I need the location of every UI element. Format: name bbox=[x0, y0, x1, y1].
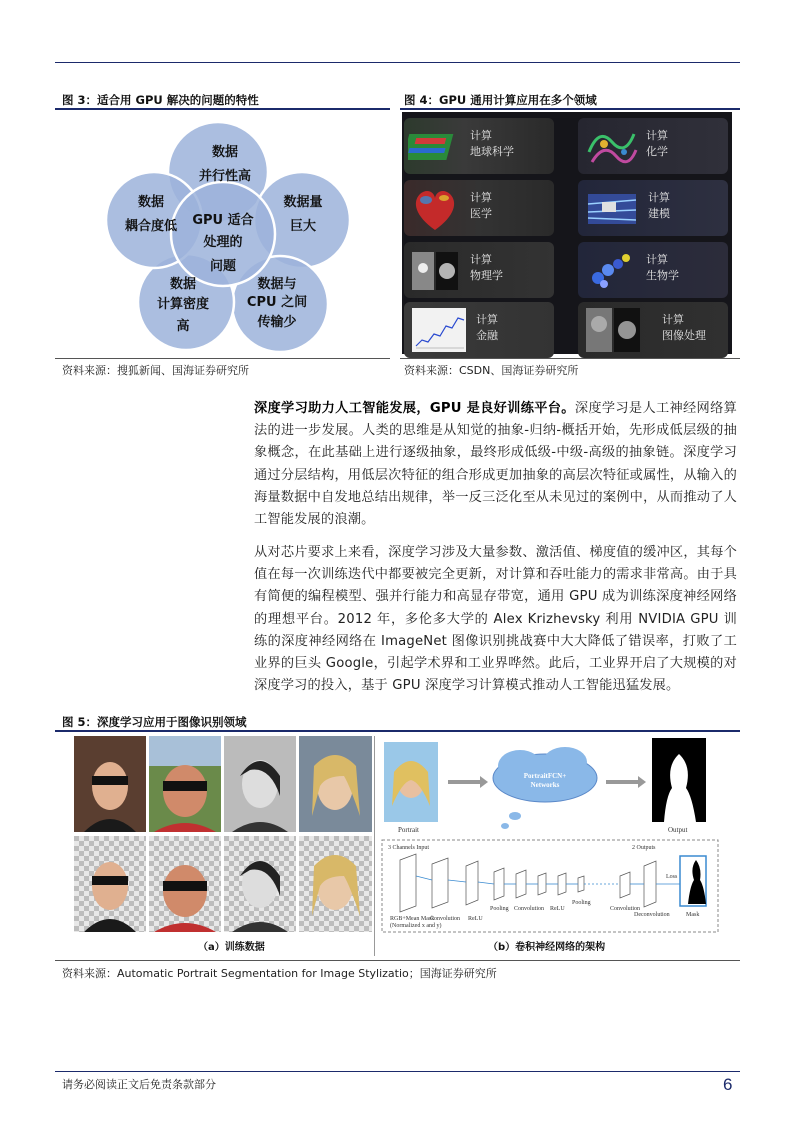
tile-medicine bbox=[404, 180, 554, 236]
chemistry-image bbox=[584, 122, 638, 170]
fig4-panel bbox=[402, 112, 732, 354]
fig4-source: 资料来源：CSDN、国海证券研究所 bbox=[404, 364, 579, 377]
tile-physics-label: 计算 物理学 bbox=[470, 253, 503, 282]
fig4-source-rule bbox=[400, 358, 740, 359]
arch-label-8: Convolution bbox=[610, 906, 641, 912]
fig5-source-rule bbox=[55, 960, 740, 961]
arch-label-2: Convolution bbox=[430, 916, 461, 922]
arch-label-7: Pooling bbox=[572, 900, 591, 906]
arch-label-9: Deconvolution bbox=[634, 912, 670, 918]
modeling-image bbox=[584, 188, 640, 230]
tile-modeling-label: 计算 建模 bbox=[648, 191, 670, 220]
fig4-title: 图 4：GPU 通用计算应用在多个领域 bbox=[404, 93, 597, 107]
venn-center-line2: 处理的 bbox=[203, 235, 243, 250]
arch-label-0: RGB+Mean Mask bbox=[390, 916, 435, 922]
fig3-source-rule bbox=[55, 358, 390, 359]
tile-chemistry bbox=[578, 118, 728, 174]
geoscience-image bbox=[408, 124, 460, 168]
footer-rule bbox=[55, 1071, 740, 1072]
arch-label-4: Pooling bbox=[490, 906, 509, 912]
cloud-label-1: PortraitFCN+ bbox=[523, 772, 567, 780]
arch-label-11: Mask bbox=[686, 912, 700, 918]
paragraph-1-lead: 深度学习助力人工智能发展，GPU 是良好训练平台。 bbox=[254, 401, 575, 416]
venn-center-line1: GPU 适合 bbox=[192, 213, 254, 228]
medicine-heart-image bbox=[410, 184, 460, 234]
petal-left-line1: 数据 bbox=[137, 195, 165, 210]
image-processing-image bbox=[584, 306, 642, 354]
fig3-title: 图 3：适合用 GPU 解决的问题的特性 bbox=[62, 93, 259, 107]
fig5-source: 资料来源：Automatic Portrait Segmentation for Image Stylizatio；国海证券研究所 bbox=[62, 967, 497, 980]
tile-medicine-label: 计算 医学 bbox=[470, 191, 492, 220]
fig5-cnn-panel bbox=[380, 736, 724, 956]
biology-image bbox=[584, 248, 638, 294]
caption-b: （b）卷积神经网络的架构 bbox=[488, 942, 606, 953]
tile-chemistry-label: 计算 化学 bbox=[646, 129, 668, 158]
fig5-divider bbox=[374, 736, 375, 956]
fig5-title: 图 5：深度学习应用于图像识别领域 bbox=[62, 715, 247, 729]
petal-top-line2: 并行性高 bbox=[198, 169, 252, 184]
footer-disclaimer: 请务必阅读正文后免责条款部分 bbox=[62, 1078, 216, 1091]
channels-label: 3 Channels Input bbox=[388, 845, 429, 851]
arch-label-6: ReLU bbox=[550, 906, 565, 912]
portrait-label: Portrait bbox=[398, 826, 419, 834]
petal-right-line1: 数据量 bbox=[283, 195, 323, 210]
tile-biology bbox=[578, 242, 728, 298]
fig3-title-rule bbox=[55, 108, 390, 110]
fig5-training-data-panel bbox=[74, 736, 372, 956]
cloud-label-2: Networks bbox=[530, 781, 560, 789]
tile-finance bbox=[404, 302, 554, 358]
fig3-source: 资料来源：搜狐新闻、国海证券研究所 bbox=[62, 364, 249, 377]
tile-biology-label: 计算 生物学 bbox=[646, 253, 679, 282]
fig4-title-rule bbox=[400, 108, 740, 110]
arch-label-5: Convolution bbox=[514, 906, 545, 912]
output-label: Output bbox=[668, 826, 688, 834]
tile-geoscience bbox=[404, 118, 554, 174]
cnn-architecture-diagram bbox=[380, 736, 724, 936]
paragraph-1 bbox=[254, 398, 737, 531]
arch-connectors bbox=[416, 876, 680, 884]
venn-center-line3: 问题 bbox=[209, 259, 237, 274]
petal-br-line2: CPU 之间 bbox=[246, 295, 308, 310]
page-number: 6 bbox=[723, 1075, 733, 1094]
petal-left-line2: 耦合度低 bbox=[124, 219, 178, 234]
petal-right-line2: 巨大 bbox=[289, 219, 317, 234]
header-rule bbox=[55, 62, 740, 63]
petal-bl-line2: 计算密度 bbox=[156, 297, 210, 312]
fig5-title-rule bbox=[55, 730, 740, 732]
petal-br-line1: 数据与 bbox=[257, 277, 297, 292]
paragraph-1-text: 深度学习是人工神经网络算法的进一步发展。人类的思维是从知觉的抽象-归纳-概括开始，先形成低层级的抽象概念，在此基础上进行逐级抽象，最终形成低级-中级-高级的抽象链。深度学习通过分层结构，用低层次特征的组合形成更加抽象的高层次特征或属性，从输入的海量数据中自发地总结出规律，举一反三泛化至从未见过的案例中，从而推动了人工智能发展的浪潮。 bbox=[254, 401, 737, 528]
petal-top-line1: 数据 bbox=[211, 145, 239, 160]
arch-layers bbox=[400, 854, 656, 912]
petal-bl-line1: 数据 bbox=[169, 277, 197, 292]
paragraph-2: 从对芯片要求上来看，深度学习涉及大量参数、激活值、梯度值的缓冲区，其每个值在每一次训练迭代中都要被完全更新，对计算和吞吐能力的需求非常高。由于具有简便的编程模型、强并行能力和高显存带宽，通用 GPU 成为训练深度神经网络的理想平台。2012 年，多伦多大学的 Alex Krizhevsky 利用 NVIDIA GPU 训练的深度神经网络在 ImageNet 图像识别挑战赛中大大降低了错误率，打败了工业界的巨头 Google，引起学术界和工业界哗然。此后，工业界开启了大规模的对深度学习的投入，基于 GPU 深度学习计算模式推动人工智能迅猛发展。 bbox=[254, 545, 737, 694]
tile-geoscience-label: 计算 地球科学 bbox=[470, 129, 514, 158]
outputs-label: 2 Outputs bbox=[632, 845, 656, 851]
caption-a: （a）训练数据 bbox=[198, 942, 265, 953]
arch-label-10: Loss bbox=[666, 874, 678, 880]
finance-chart-image bbox=[410, 306, 468, 354]
fig3-venn-diagram bbox=[95, 112, 365, 352]
arch-label-1: (Normalized x and y) bbox=[390, 923, 442, 929]
arch-label-3: ReLU bbox=[468, 916, 483, 922]
petal-bl-line3: 高 bbox=[176, 319, 190, 334]
tile-image-processing-label: 计算 图像处理 bbox=[662, 313, 706, 342]
petal-br-line3: 传输少 bbox=[257, 315, 297, 330]
tile-finance-label: 计算 金融 bbox=[476, 313, 498, 342]
physics-image bbox=[410, 248, 462, 294]
tile-physics bbox=[404, 242, 554, 298]
training-data-grid bbox=[74, 736, 372, 936]
tile-modeling bbox=[578, 180, 728, 236]
tile-image-processing bbox=[578, 302, 728, 358]
